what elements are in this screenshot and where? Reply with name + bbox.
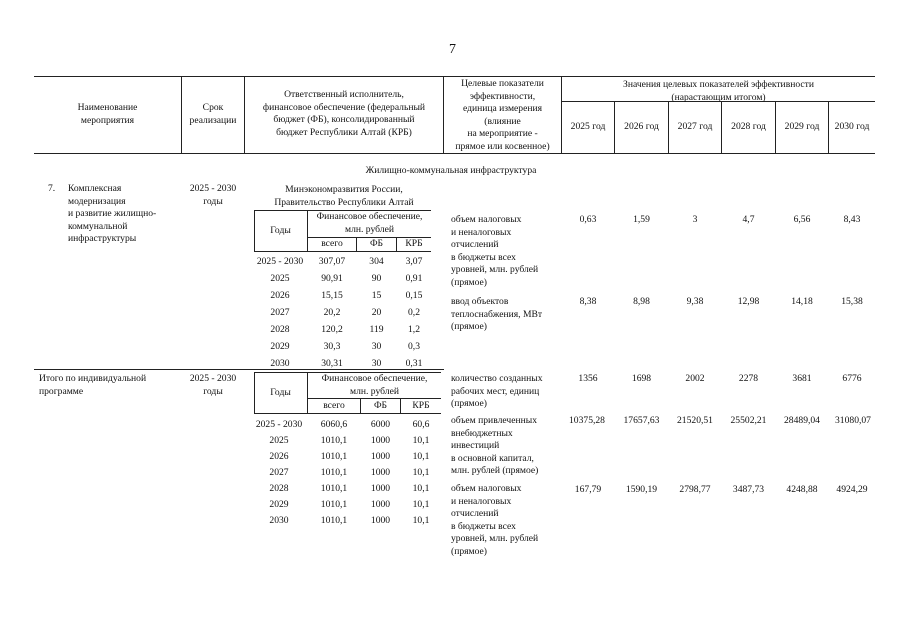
fin-cell-krb: 0,31	[405, 358, 423, 369]
item-name: Комплексная модернизация и развитие жилищно- коммунальной инфраструктуры	[68, 183, 157, 245]
indicator-value: 28489,04	[784, 415, 820, 426]
fin-cell-total: 6060,6	[320, 419, 348, 430]
fin-cell-fb: 1000	[370, 483, 391, 494]
item-number: 7.	[48, 183, 56, 194]
fin-cell-fb: 1000	[370, 499, 391, 510]
fin-cell-fb: 6000	[370, 419, 391, 430]
indicator-value: 1698	[631, 373, 652, 384]
fin-cell-total: 1010,1	[320, 435, 348, 446]
fin-rule	[254, 251, 431, 252]
fin-cell-year: 2029	[270, 341, 290, 352]
fin-cell-total: 90,91	[321, 273, 343, 284]
fin-cell-year: 2029	[269, 499, 289, 510]
total-term: 2025 - 2030 годы	[189, 373, 237, 397]
fin-col-fb: ФБ	[373, 400, 388, 411]
fin-cell-krb: 1,2	[408, 324, 420, 335]
fin-header: Финансовое обеспечение, млн. рублей	[321, 373, 428, 397]
fin-cell-krb: 10,1	[412, 467, 430, 478]
fin-cell-krb: 3,07	[405, 256, 423, 267]
fin-header: Финансовое обеспечение, млн. рублей	[316, 211, 423, 235]
indicator-value: 0,63	[579, 214, 597, 225]
fin-cell-krb: 60,6	[412, 419, 430, 430]
fin-cell-krb: 0,91	[405, 273, 423, 284]
fin-cell-fb: 20	[371, 307, 382, 318]
fin-cell-year: 2027	[269, 467, 289, 478]
header-executor: Ответственный исполнитель, финансовое обеспечение (федеральный бюджет (ФБ), консолидированный бюджет Республики Алтай (КРБ)	[262, 89, 426, 138]
indicator-value: 1,59	[633, 214, 650, 225]
fin-col-years: Годы	[270, 387, 291, 398]
indicator-value: 3	[692, 214, 698, 225]
fin-col-total: всего	[321, 238, 343, 249]
header-indicators: Целевые показатели эффективности, единица измерения (влияние на мероприятие - прямое или косвенное)	[455, 78, 550, 152]
fin-cell-fb: 30	[371, 341, 382, 352]
indicator-value: 31080,07	[835, 415, 871, 426]
fin-cell-year: 2030	[269, 515, 289, 526]
fin-cell-year: 2025	[270, 273, 290, 284]
fin-cell-fb: 30	[371, 358, 382, 369]
indicator-value: 4,7	[742, 214, 755, 225]
header-term: Срок реализации	[189, 102, 237, 126]
fin-cell-krb: 0,3	[408, 341, 420, 352]
fin-col-total: всего	[323, 400, 345, 411]
item-term: 2025 - 2030 годы	[189, 183, 237, 207]
total-name: Итого по индивидуальной программе	[39, 373, 147, 397]
fin-col-krb: КРБ	[412, 400, 430, 411]
fin-cell-total: 1010,1	[320, 451, 348, 462]
indicator-label: ввод объектов теплоснабжения, МВт (прямое)	[451, 296, 543, 333]
fin-cell-year: 2027	[270, 307, 290, 318]
fin-cell-total: 30,31	[321, 358, 343, 369]
indicator-value: 2002	[685, 373, 705, 384]
indicator-value: 15,38	[841, 296, 863, 307]
indicator-value: 2278	[738, 373, 759, 384]
fin-cell-fb: 1000	[370, 435, 391, 446]
section-rule	[34, 369, 444, 370]
fin-cell-total: 1010,1	[320, 467, 348, 478]
indicator-value: 2798,77	[679, 484, 711, 495]
fin-cell-year: 2025 - 2030	[255, 419, 303, 430]
indicator-value: 3681	[792, 373, 812, 384]
fin-cell-fb: 1000	[370, 515, 391, 526]
fin-cell-krb: 0,2	[408, 307, 420, 318]
fin-rule	[254, 413, 441, 414]
page-number: 7	[449, 42, 456, 57]
fin-col-fb: ФБ	[369, 238, 384, 249]
header-values: Значения целевых показателей эффективности (нарастающим итогом)	[623, 79, 814, 103]
fin-cell-krb: 10,1	[412, 499, 430, 510]
indicator-value: 8,43	[843, 214, 861, 225]
fin-cell-total: 1010,1	[320, 499, 348, 510]
header-year: 2030 год	[834, 121, 870, 132]
indicator-value: 6776	[842, 373, 862, 384]
fin-cell-fb: 304	[369, 256, 384, 267]
fin-cell-krb: 10,1	[412, 483, 430, 494]
indicator-value: 6,56	[793, 214, 811, 225]
indicator-value: 3487,73	[732, 484, 765, 495]
indicator-value: 8,98	[633, 296, 650, 307]
fin-cell-total: 15,15	[321, 290, 343, 301]
header-year: 2026 год	[624, 121, 659, 132]
indicator-label: количество созданных рабочих мест, единиц (прямое)	[451, 373, 543, 410]
fin-cell-krb: 10,1	[412, 451, 430, 462]
header-year: 2025 год	[570, 121, 606, 132]
indicator-value: 167,79	[574, 484, 602, 495]
indicator-value: 14,18	[791, 296, 813, 307]
header-year: 2029 год	[784, 121, 820, 132]
indicator-value: 12,98	[737, 296, 760, 307]
fin-cell-fb: 119	[369, 324, 384, 335]
fin-cell-total: 307,07	[318, 256, 346, 267]
indicator-value: 1356	[578, 373, 598, 384]
indicator-value: 17657,63	[623, 415, 660, 426]
indicator-value: 25502,21	[730, 415, 767, 426]
indicator-label: объем привлеченных внебюджетных инвестиций в основной капитал, млн. рублей (прямое)	[451, 415, 539, 477]
fin-cell-year: 2028	[270, 324, 290, 335]
header-name: Наименование мероприятия	[77, 102, 138, 126]
fin-cell-total: 120,2	[321, 324, 343, 335]
fin-cell-year: 2028	[269, 483, 289, 494]
indicator-value: 9,38	[686, 296, 704, 307]
indicator-value: 10375,28	[569, 415, 605, 426]
fin-cell-year: 2025	[269, 435, 289, 446]
fin-cell-total: 30,3	[323, 341, 341, 352]
fin-cell-fb: 15	[371, 290, 382, 301]
fin-cell-year: 2025 - 2030	[256, 256, 304, 267]
item-executor: Минэкономразвития России, Правительство Республики Алтай	[274, 184, 414, 208]
fin-cell-total: 1010,1	[320, 483, 348, 494]
fin-cell-year: 2026	[270, 290, 290, 301]
indicator-value: 4248,88	[786, 484, 818, 495]
fin-cell-krb: 10,1	[412, 515, 430, 526]
fin-cell-fb: 90	[371, 273, 382, 284]
indicator-value: 1590,19	[625, 484, 658, 495]
fin-col-krb: КРБ	[405, 238, 423, 249]
fin-cell-fb: 1000	[370, 467, 391, 478]
indicator-value: 8,38	[579, 296, 597, 307]
fin-cell-total: 1010,1	[320, 515, 348, 526]
indicator-label: объем налоговых и неналоговых отчислений в бюджеты всех уровней, млн. рублей (прямое)	[451, 483, 539, 557]
fin-cell-year: 2026	[269, 451, 289, 462]
header-top-rule	[34, 76, 875, 77]
indicator-value: 21520,51	[677, 415, 713, 426]
indicator-value: 4924,29	[836, 484, 868, 495]
fin-cell-krb: 10,1	[412, 435, 430, 446]
section-title: Жилищно-коммунальная инфраструктура	[365, 165, 537, 176]
header-year: 2027 год	[677, 121, 713, 132]
fin-cell-fb: 1000	[370, 451, 391, 462]
fin-cell-year: 2030	[270, 358, 290, 369]
fin-cell-krb: 0,15	[405, 290, 423, 301]
indicator-label: объем налоговых и неналоговых отчислений в бюджеты всех уровней, млн. рублей (прямое)	[451, 214, 539, 288]
fin-col-years: Годы	[270, 225, 291, 236]
header-year: 2028 год	[731, 121, 766, 132]
fin-cell-total: 20,2	[323, 307, 341, 318]
